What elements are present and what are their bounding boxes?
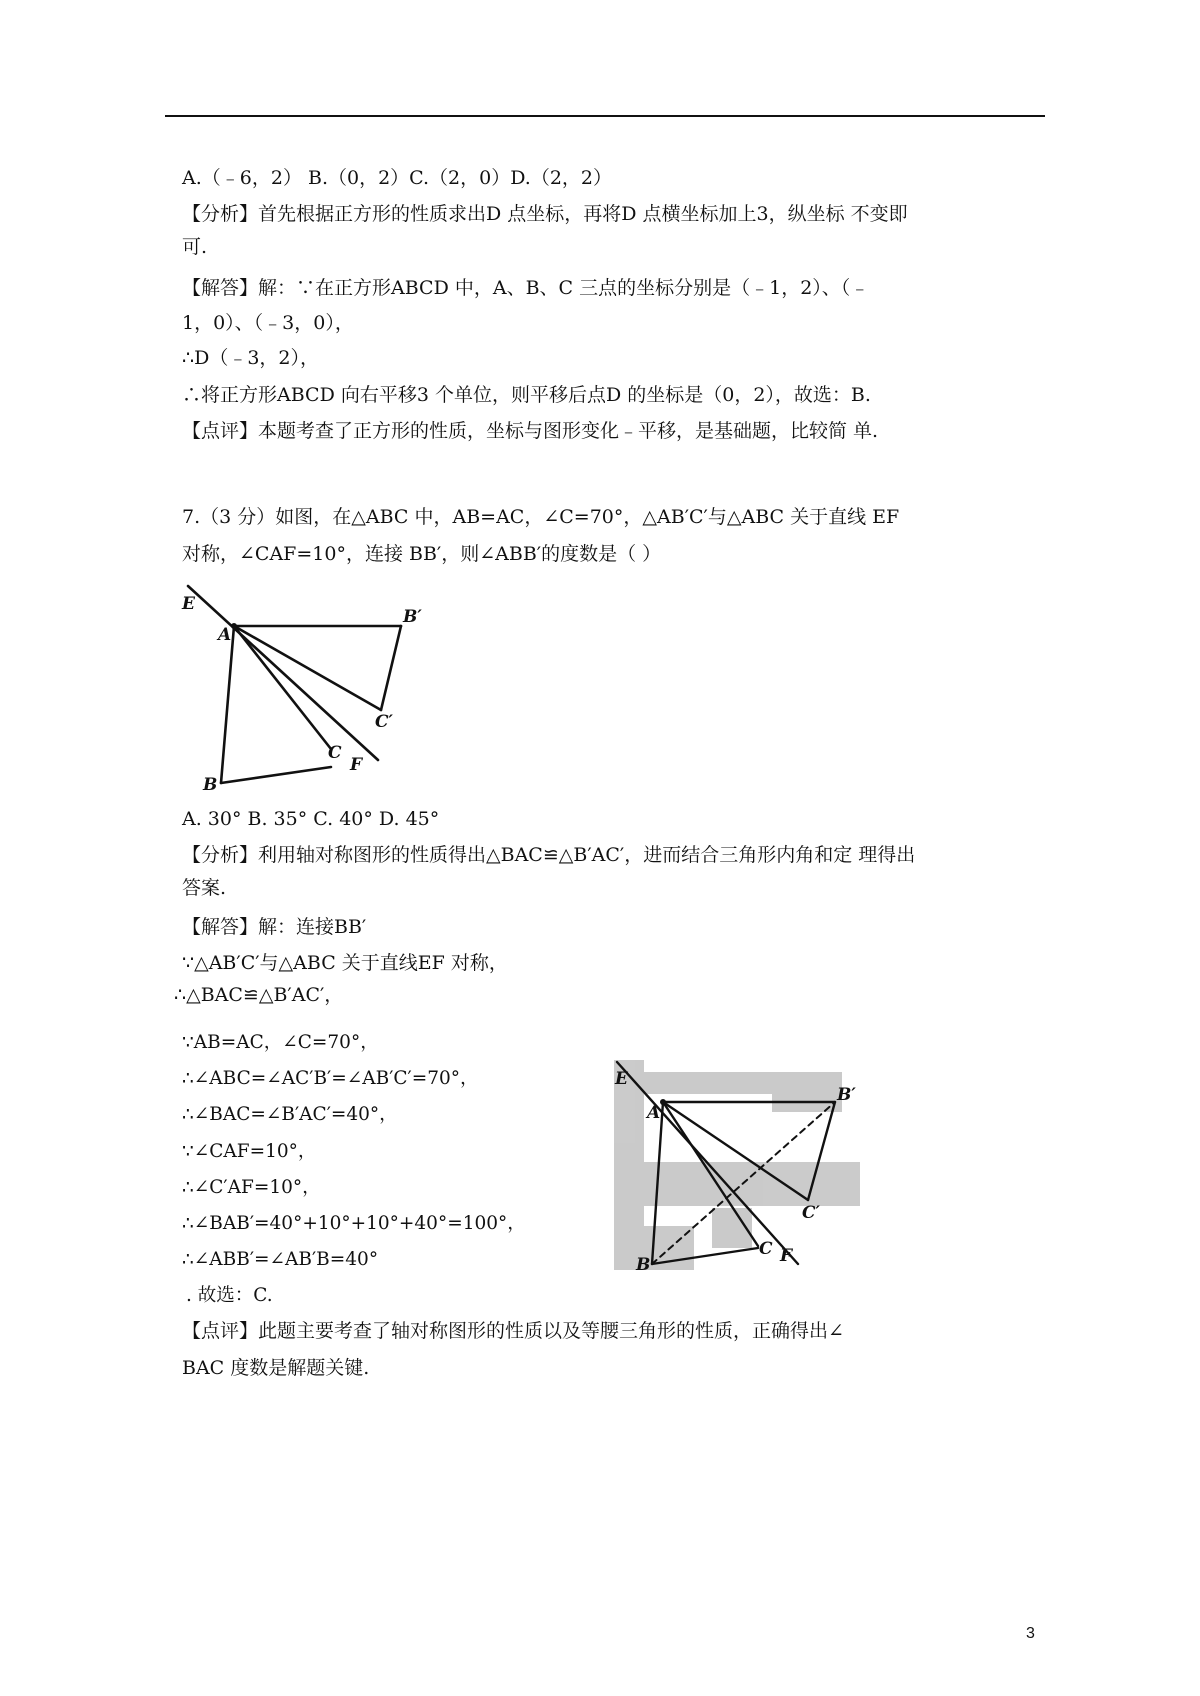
- q7-step-5: ∴∠C′AF=10°，: [182, 1177, 321, 1198]
- point-A: [231, 623, 237, 629]
- q7-step-2: ∴∠ABC=∠AC′B′=∠AB′C′=70°，: [182, 1068, 479, 1089]
- q7-analysis-line2: 答案.: [182, 877, 227, 899]
- q6-solution-line4: ∴将正方形ABCD 向右平移3 个单位，则平移后点D 的坐标是（0，2），故选：B.: [182, 384, 871, 406]
- label-E: E: [182, 594, 195, 614]
- q7-stem-line1: 7.（3 分）如图，在△ABC 中，AB=AC，∠C=70°，△AB′C′与△ABC 关于直线 EF: [182, 506, 900, 528]
- label-C: C: [328, 743, 342, 763]
- q7-stem-line2: 对称，∠CAF=10°，连接 BB′，则∠ABB′的度数是（ ）: [182, 543, 662, 565]
- label-B: B: [203, 775, 218, 795]
- q7-answer: . 故选：C.: [186, 1285, 273, 1306]
- line-EF: [188, 586, 378, 760]
- label-B-prime: B′: [403, 607, 422, 627]
- segment-AC-prime: [234, 626, 381, 710]
- point-A: [660, 1099, 666, 1105]
- label-C-prime: C′: [375, 712, 394, 732]
- q7-figure: [178, 582, 448, 796]
- label-A: A: [647, 1103, 661, 1123]
- label-F: F: [350, 755, 363, 775]
- label-C: C: [759, 1239, 773, 1259]
- q7-step-4: ∵∠CAF=10°，: [182, 1141, 317, 1162]
- q6-options: A.（﹣6，2） B.（0，2）C.（2，0）D.（2，2）: [182, 167, 613, 189]
- label-C-prime: C′: [802, 1203, 821, 1223]
- q7-solution-line1: 【解答】解：连接BB′: [182, 916, 367, 938]
- header-rule: [165, 115, 1045, 117]
- label-F: F: [780, 1246, 793, 1266]
- q7-comment-line1: 【点评】此题主要考查了轴对称图形的性质以及等腰三角形的性质，正确得出∠: [182, 1320, 844, 1342]
- label-A: A: [218, 625, 232, 645]
- q7-analysis-line1: 【分析】利用轴对称图形的性质得出△BAC≌△B′AC′，进而结合三角形内角和定 理得出: [182, 844, 916, 866]
- q7-step-1: ∵AB=AC，∠C=70°，: [182, 1032, 379, 1053]
- q7-solution-figure: [612, 1058, 862, 1272]
- label-E: E: [615, 1069, 628, 1089]
- q6-comment: 【点评】本题考查了正方形的性质，坐标与图形变化﹣平移，是基础题，比较简 单.: [182, 420, 879, 442]
- q7-comment-line2: BAC 度数是解题关键.: [182, 1357, 370, 1379]
- q6-solution-line1: 【解答】解：∵在正方形ABCD 中，A、B、C 三点的坐标分别是（﹣1，2）、（﹣: [182, 277, 870, 299]
- q7-options: A. 30° B. 35° C. 40° D. 45°: [182, 808, 440, 830]
- q7-step-6: ∴∠BAB′=40°+10°+10°+40°=100°，: [182, 1213, 526, 1234]
- q7-solution-line2: ∵△AB′C′与△ABC 关于直线EF 对称，: [182, 952, 508, 974]
- q6-analysis-line2: 可.: [182, 236, 208, 258]
- q7-solution-line3: ∴△BAC≌△B′AC′，: [174, 984, 344, 1006]
- scan-noise-background: [614, 1060, 860, 1270]
- segment-AB: [221, 626, 234, 783]
- page-number: 3: [1026, 1625, 1035, 1642]
- segment-BC: [221, 767, 331, 783]
- q7-step-7: ∴∠ABB′=∠AB′B=40°: [182, 1249, 379, 1270]
- segment-B-prime-C-prime: [381, 626, 401, 710]
- q6-analysis-line1: 【分析】首先根据正方形的性质求出D 点坐标，再将D 点横坐标加上3，纵坐标 不变即: [182, 203, 908, 225]
- q6-solution-line3: ∴D（﹣3，2），: [182, 347, 319, 369]
- q6-solution-line2: 1，0）、（﹣3，0），: [182, 312, 354, 334]
- segment-AC: [234, 626, 331, 749]
- label-B: B: [636, 1255, 651, 1272]
- q7-step-3: ∴∠BAC=∠B′AC′=40°，: [182, 1104, 398, 1125]
- label-B-prime: B′: [837, 1085, 856, 1105]
